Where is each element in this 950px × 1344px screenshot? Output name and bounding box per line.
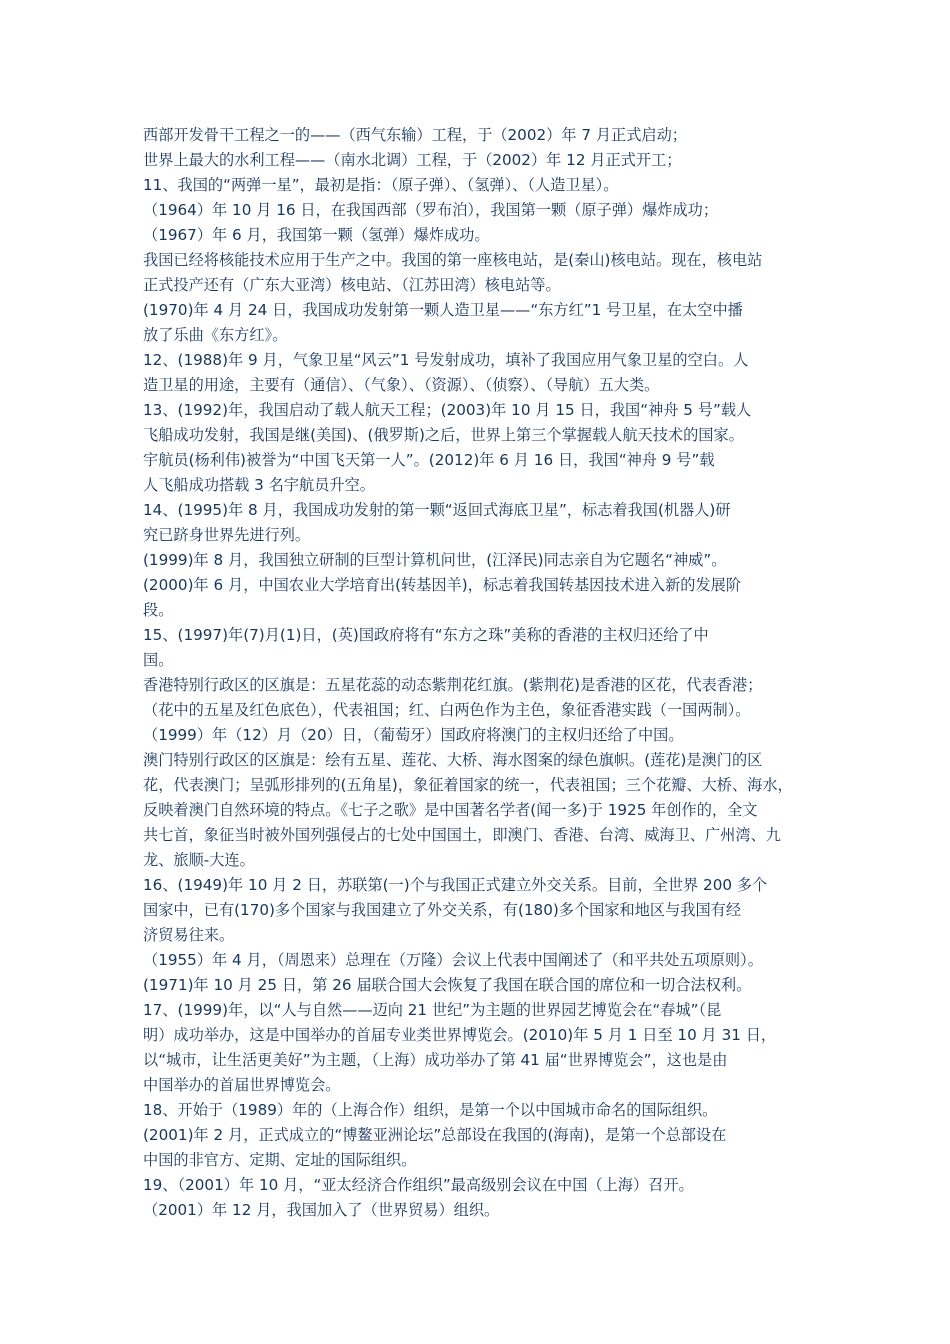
text-line: 正式投产还有（广东大亚湾）核电站、（江苏田湾）核电站等。 (143, 276, 561, 294)
text-line: 13、(1992)年，我国启动了载人航天工程；(2003)年 10 月 15 日，我国“神舟 5 号”载人 (143, 401, 752, 419)
text-line: 龙、旅顺-大连。 (143, 851, 255, 869)
text-line: （花中的五星及红色底色），代表祖国；红、白两色作为主色，象征香港实践（一国两制）。 (143, 701, 751, 719)
text-line: 17、(1999)年，以“人与自然——迈向 21 世纪”为主题的世界园艺博览会在“春城”（昆 (143, 1001, 722, 1019)
text-line: 造卫星的用途，主要有（通信）、（气象）、（资源）、（侦察）、（导航）五大类。 (143, 376, 660, 394)
text-line: 澳门特别行政区的区旗是：绘有五星、莲花、大桥、海水图案的绿色旗帜。(莲花)是澳门的区 (143, 751, 763, 769)
text-line: 共七首，象征当时被外国列强侵占的七处中国国土，即澳门、香港、台湾、威海卫、广州湾、九 (143, 826, 781, 844)
text-line: 放了乐曲《东方红》。 (143, 326, 288, 344)
text-line: 18、开始于（1989）年的（上海合作）组织，是第一个以中国城市命名的国际组织。 (143, 1101, 718, 1119)
text-line: 以“城市，让生活更美好”为主题，（上海）成功举办了第 41 届“世界博览会”，这也是由 (143, 1051, 728, 1069)
text-line: 中国的非官方、定期、定址的国际组织。 (143, 1151, 417, 1169)
text-line: 世界上最大的水利工程——（南水北调）工程，于（2002）年 12 月正式开工； (143, 151, 682, 169)
text-line: (2001)年 2 月，正式成立的“博鳌亚洲论坛”总部设在我国的(海南)，是第一个总部设在 (143, 1126, 727, 1144)
text-line: 济贸易往来。 (143, 926, 235, 944)
text-line: (2000)年 6 月，中国农业大学培育出(转基因羊)，标志着我国转基因技术进入新的发展阶 (143, 576, 742, 594)
text-line: 飞船成功发射，我国是继(美国)、(俄罗斯)之后，世界上第三个掌握载人航天技术的国家。 (143, 426, 744, 444)
text-line: 究已跻身世界先进行列。 (143, 526, 311, 544)
text-line: 西部开发骨干工程之一的——（西气东输）工程，于（2002）年 7 月正式启动； (143, 126, 687, 144)
text-line: 14、(1995)年 8 月，我国成功发射的第一颗“返回式海底卫星”，标志着我国(机器人)研 (143, 501, 731, 519)
text-line: (1970)年 4 月 24 日，我国成功发射第一颗人造卫星——“东方红”1 号卫星，在太空中播 (143, 301, 743, 319)
text-line: 宇航员(杨利伟)被誉为“中国飞天第一人”。(2012)年 6 月 16 日，我国“神舟 9 号”载 (143, 451, 715, 469)
text-line: 人飞船成功搭载 3 名宇航员升空。 (143, 476, 375, 494)
text-line: （1999）年（12）月（20）日，（葡萄牙）国政府将澳门的主权归还给了中国。 (143, 726, 684, 744)
text-line: （2001）年 12 月，我国加入了（世界贸易）组织。 (143, 1201, 500, 1219)
text-line: 花，代表澳门；呈弧形排列的(五角星)，象征着国家的统一，代表祖国；三个花瓣、大桥、海水， (143, 776, 793, 794)
text-line: 15、(1997)年(7)月(1)日，(英)国政府将有“东方之珠”美称的香港的主权归还给了中 (143, 626, 709, 644)
text-line: (1971)年 10 月 25 日，第 26 届联合国大会恢复了我国在联合国的席位和一切合法权利。 (143, 976, 752, 994)
document-page (143, 123, 813, 1223)
text-line: （1967）年 6 月，我国第一颗（氢弹）爆炸成功。 (143, 226, 490, 244)
text-line: 国家中，已有(170)多个国家与我国建立了外交关系，有(180)多个国家和地区与我国有经 (143, 901, 742, 919)
text-line: (1999)年 8 月，我国独立研制的巨型计算机问世，(江泽民)同志亲自为它题名“神威”。 (143, 551, 727, 569)
text-line: （1955）年 4 月，（周恩来）总理在（万隆）会议上代表中国阐述了（和平共处五项原则）。 (143, 951, 763, 969)
text-line: 国。 (143, 651, 174, 669)
text-line: 我国已经将核能技术应用于生产之中。我国的第一座核电站，是(秦山)核电站。现在，核电站 (143, 251, 763, 269)
text-line: 明）成功举办，这是中国举办的首届专业类世界博览会。(2010)年 5 月 1 日至 10 月 31 日， (143, 1026, 777, 1044)
text-line: 段。 (143, 601, 174, 619)
text-line: 16、(1949)年 10 月 2 日，苏联第(一)个与我国正式建立外交关系。目前，全世界 200 多个 (143, 876, 768, 894)
text-line: 12、(1988)年 9 月，气象卫星“风云”1 号发射成功，填补了我国应用气象卫星的空白。人 (143, 351, 749, 369)
text-line: （1964）年 10 月 16 日，在我国西部（罗布泊），我国第一颗（原子弹）爆炸成功； (143, 201, 719, 219)
text-line: 反映着澳门自然环境的特点。《七子之歌》是中国著名学者(闻一多)于 1925 年创作的，全文 (143, 801, 758, 819)
text-line: 11、我国的“两弹一星”，最初是指：（原子弹）、（氢弹）、（人造卫星）。 (143, 176, 619, 194)
text-line: 19、（2001）年 10 月，“亚太经济合作组织”最高级别会议在中国（上海）召开。 (143, 1176, 694, 1194)
text-line: 中国举办的首届世界博览会。 (143, 1076, 341, 1094)
text-line: 香港特别行政区的区旗是：五星花蕊的动态紫荆花红旗。(紫荆花)是香港的区花，代表香港； (143, 676, 763, 694)
